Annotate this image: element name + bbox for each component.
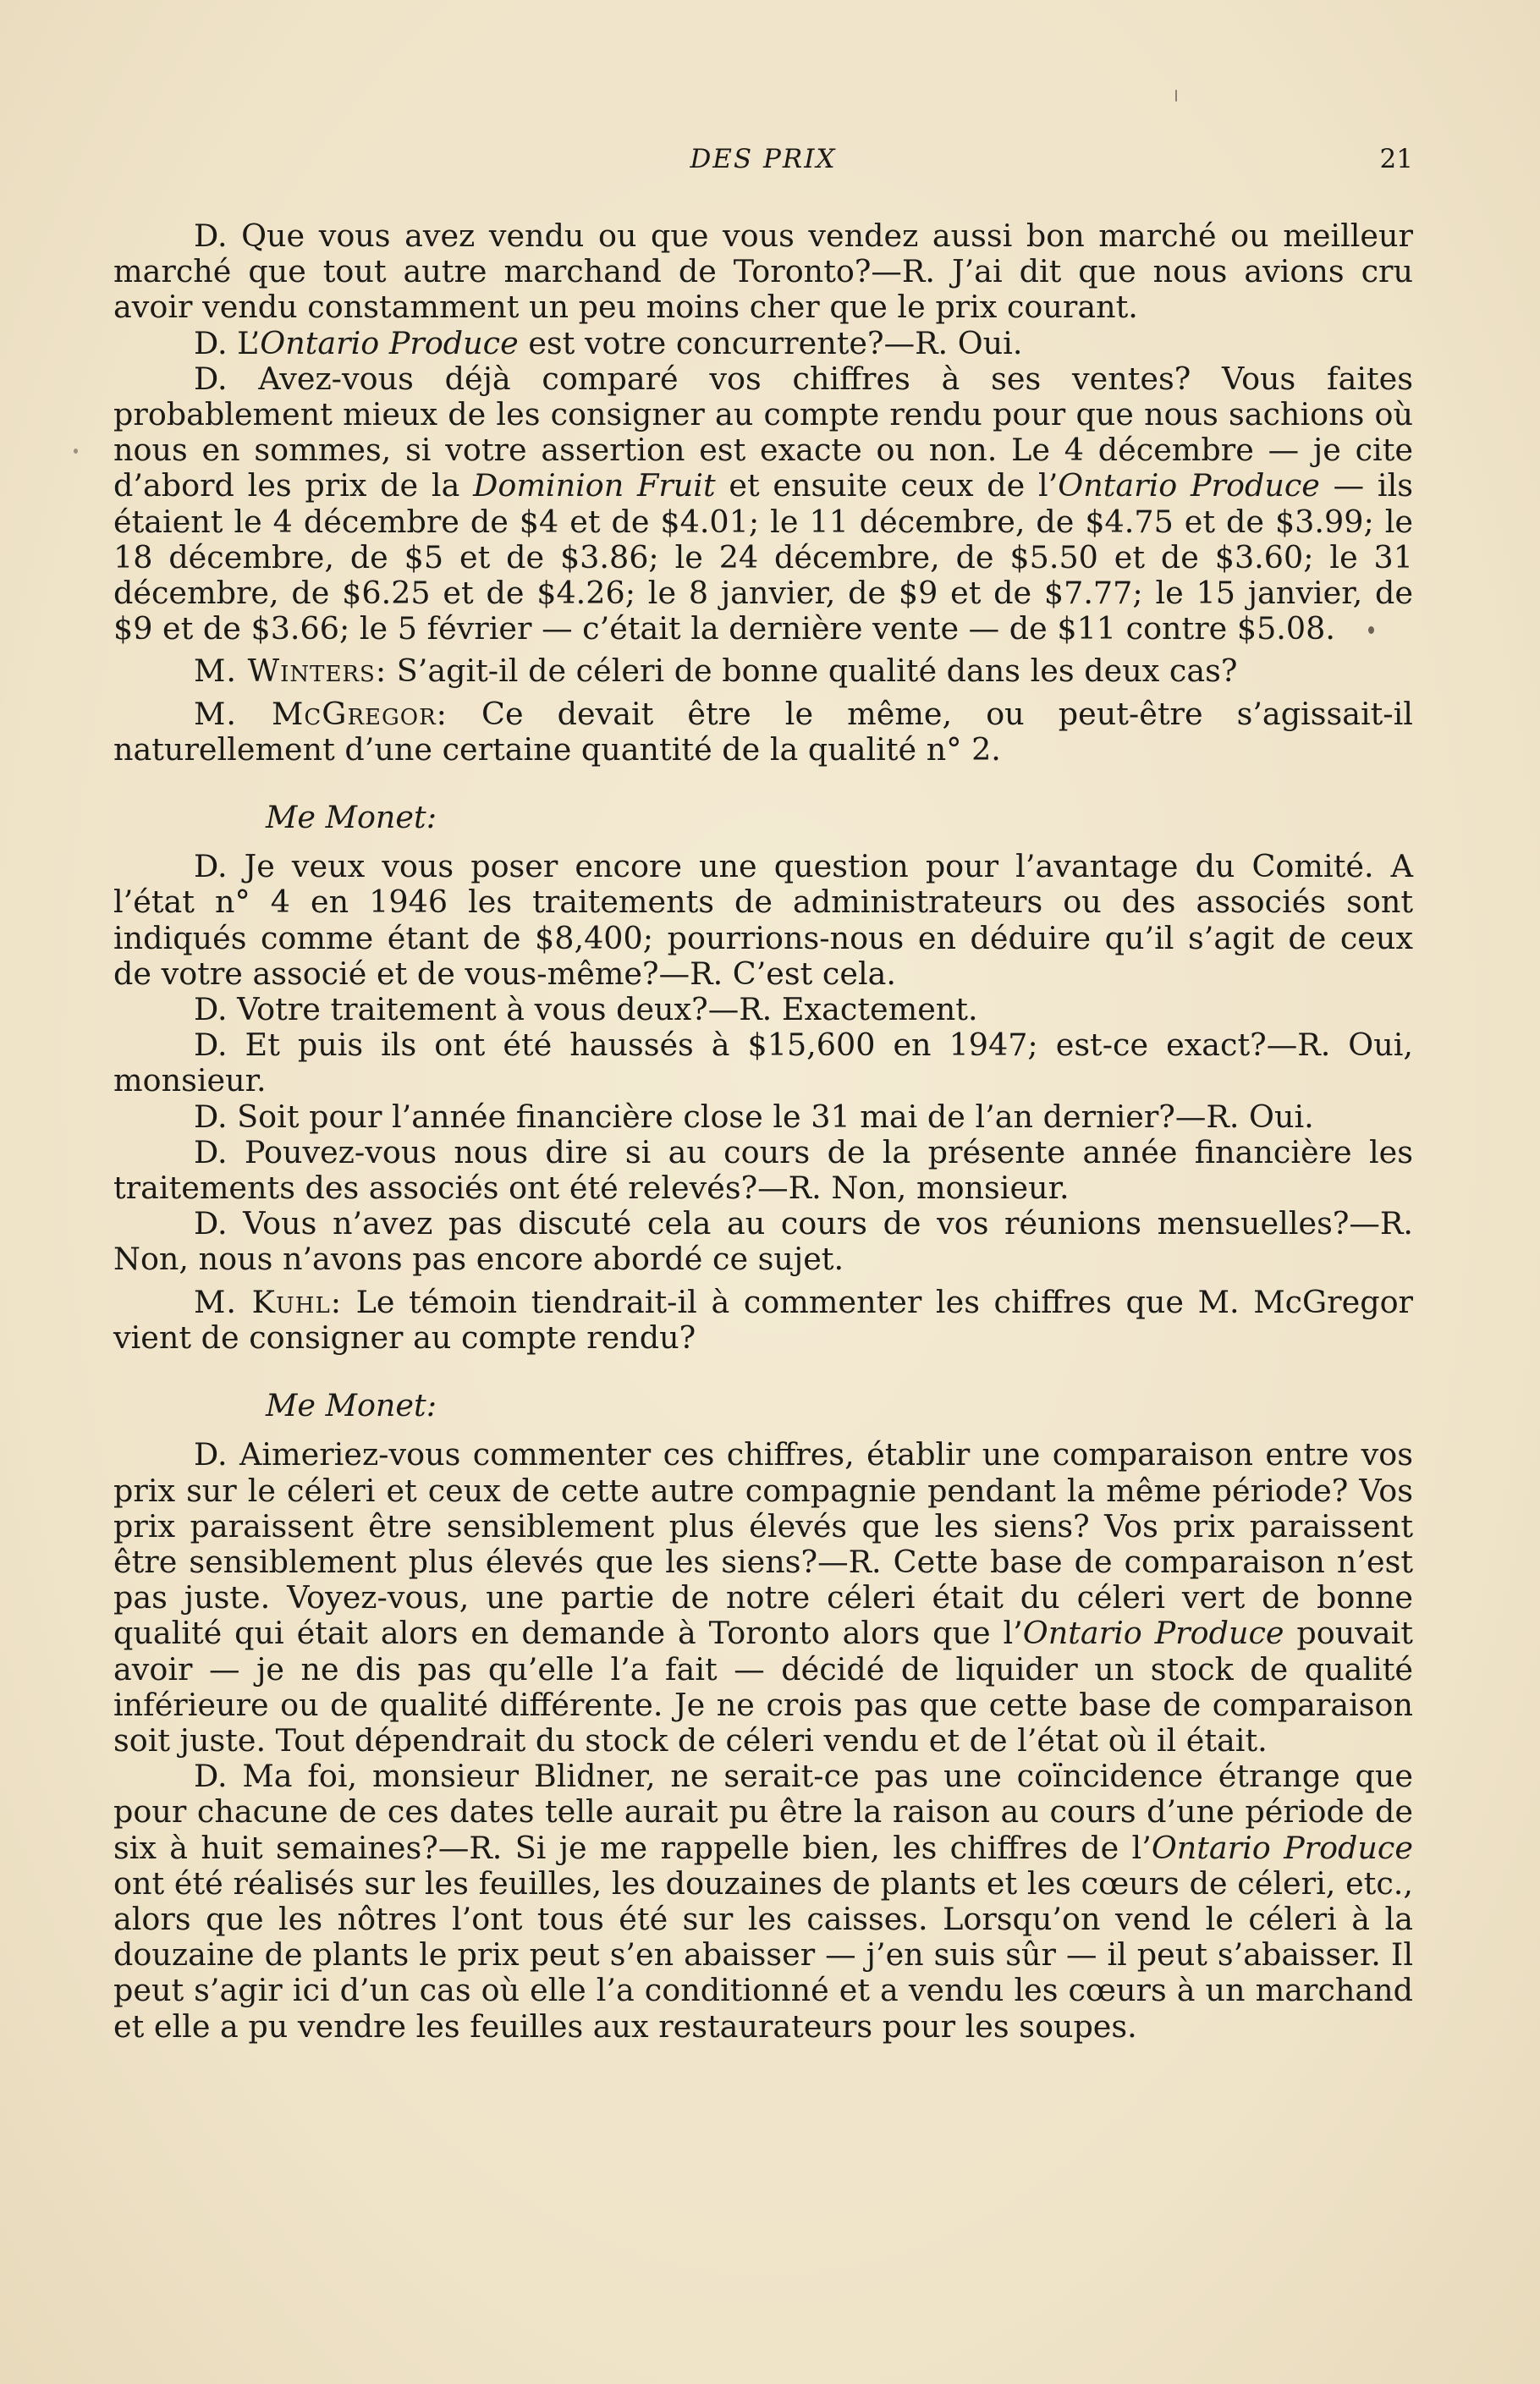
paragraph-text: D. Avez-vous déjà comparé vos chiffres à ses ventes? Vous faites probablement mieux de les consigner au compte rendu pour que nous sachions où nous en sommes, si votre assertion est exacte ou non. Le 4 décembre — je cite d’abord les prix de la <box>113 360 1413 504</box>
paragraph-text: Le témoin tiendrait-il à commenter les chiffres que M. McGregor vient de consigner au compte rendu? <box>113 1283 1414 1356</box>
paragraph-salary-raised <box>113 1027 1413 1098</box>
paragraph-text: — ils étaient le 4 décembre de $4 et de $4.01; le 11 décembre, de $4.75 et de $3.99; le 18 décembre, de $5 et de $3.86; le 24 décembre, de $5.50 et de $3.60; le 31 décembre, de $6.25 et de $4.26; le 8 janvier, de $9 et de $7.77; le 15 janvier, de $9 et de $3.66; le 5 février — c’était la dernière vente — de $11 contre $5.08. <box>113 467 1413 647</box>
section-heading-monet-2: Me Monet: <box>266 1387 437 1424</box>
paragraph-text: D. Et puis ils ont été haussés à $15,600 en 1947; est-ce exact?—R. Oui, monsieur. <box>113 1027 1413 1099</box>
company-name: Ontario Produce <box>260 324 519 361</box>
paragraph-mcgregor <box>113 696 1413 768</box>
paragraph-text: Ce devait être le même, ou peut-être s’agissait-il naturellement d’une certaine quantité de la qualité n° 2. <box>113 695 1413 768</box>
paragraph-comment-figures <box>113 1437 1413 1759</box>
paragraph-text: D. Que vous avez vendu ou que vous vendez aussi bon marché ou meilleur marché que tout autre marchand de Toronto?—R. J’ai dit que nous avions cru avoir vendu constamment un peu moins cher que le prix courant. <box>113 217 1413 326</box>
speaker-name: M. Kuhl: <box>194 1283 343 1320</box>
page-number: 21 <box>1379 144 1413 174</box>
paragraph-text: et ensuite ceux de l’ <box>715 467 1059 504</box>
ink-speck <box>1175 90 1177 102</box>
paragraph-text: pouvait avoir — je ne dis pas qu’elle l’a fait — décidé de liquider un stock de qualité inférieure ou de qualité différente. Je ne crois pas que cette base de comparaison soit juste. Tout dépendrait du stock de céleri vendu et de l’état où il était. <box>113 1615 1413 1759</box>
body-text <box>113 218 1413 2045</box>
company-name: Dominion Fruit <box>473 467 716 504</box>
paragraph-text: ont été réalisés sur les feuilles, les douzaines de plants et les cœurs de céleri, etc., alors que les nôtres l’ont tous été sur les caisses. Lorsqu’on vend le céleri à la douzaine de plants le prix peut s’en abaisser — j’en suis sûr — il peut s’abaisser. Il peut s’agir ici d’un cas où elle l’a conditionné et a vendu les cœurs à un marchand et elle a pu vendre les feuilles aux restaurateurs pour les soupes. <box>113 1864 1413 2045</box>
paragraph-coincidence <box>113 1759 1413 2045</box>
paragraph-kuhl <box>113 1285 1413 1356</box>
paragraph-text: D. Pouvez-vous nous dire si au cours de la présente année financière les traitements des associés ont été relevés?—R. Non, monsieur. <box>113 1133 1413 1207</box>
paragraph-monthly-meetings <box>113 1206 1413 1277</box>
paragraph-competitor <box>113 326 1413 361</box>
company-name: Ontario Produce <box>1058 467 1320 504</box>
page-header <box>113 144 1413 186</box>
paragraph-winters <box>113 653 1413 689</box>
paragraph-current-year <box>113 1135 1413 1206</box>
paragraph-text: S’agit-il de céleri de bonne qualité dans les deux cas? <box>387 652 1238 690</box>
paragraph-text: D. Aimeriez-vous commenter ces chiffres, établir une comparaison entre vos prix sur le céleri et ceux de cette autre compagnie pendant la même période? Vos prix paraissent être sensiblement plus élevés que les siens? Vos prix paraissent être sensiblement plus élevés que les siens?—R. Cette base de comparaison n’est pas juste. Voyez-vous, une partie de notre céleri était du céleri vert de bonne qualité qui était alors en demande à Toronto alors que l’ <box>113 1436 1413 1652</box>
paragraph-price-comparison <box>113 361 1413 647</box>
paragraph-text: D. Soit pour l’année financière close le 31 mai de l’an dernier?—R. Oui. <box>194 1098 1314 1135</box>
speaker-name: M. Winters: <box>194 652 388 690</box>
paragraph-text: D. Je veux vous poser encore une question pour l’avantage du Comité. A l’état n° 4 en 1946 les traitements de administrateurs ou des associés sont indiqués comme étant de $8,400; pourrions-nous en déduire qu’il s’agit de ceux de votre associé et de vous-même?—R. C’est cela. <box>113 848 1413 992</box>
paragraph-fiscal-year <box>113 1099 1413 1135</box>
paragraph-text: est votre concurrente?—R. Oui. <box>518 324 1023 361</box>
paragraph-text: D. Vous n’avez pas discuté cela au cours de vos réunions mensuelles?—R. Non, nous n’avons pas encore abordé ce sujet. <box>113 1205 1413 1278</box>
paragraph-text: D. Votre traitement à vous deux?—R. Exactement. <box>194 991 978 1028</box>
company-name: Ontario Produce <box>1151 1829 1413 1866</box>
paragraph-text: D. L’ <box>194 324 261 361</box>
paragraph-salaries <box>113 849 1413 992</box>
company-name: Ontario Produce <box>1022 1615 1284 1652</box>
running-title: DES PRIX <box>690 144 837 174</box>
paragraph-salary-both <box>113 992 1413 1027</box>
section-heading-monet: Me Monet: <box>266 799 437 836</box>
speaker-name: M. McGregor: <box>194 695 448 732</box>
paragraph-text: D. Ma foi, monsieur Blidner, ne serait-ce pas une coïncidence étrange que pour chacune de ces dates telle aurait pu être la raison au cours d’une période de six à huit semaines?—R. Si je me rappelle bien, les chiffres de l’ <box>113 1758 1413 1866</box>
paragraph-question-price <box>113 218 1413 326</box>
ink-speck <box>74 449 78 454</box>
